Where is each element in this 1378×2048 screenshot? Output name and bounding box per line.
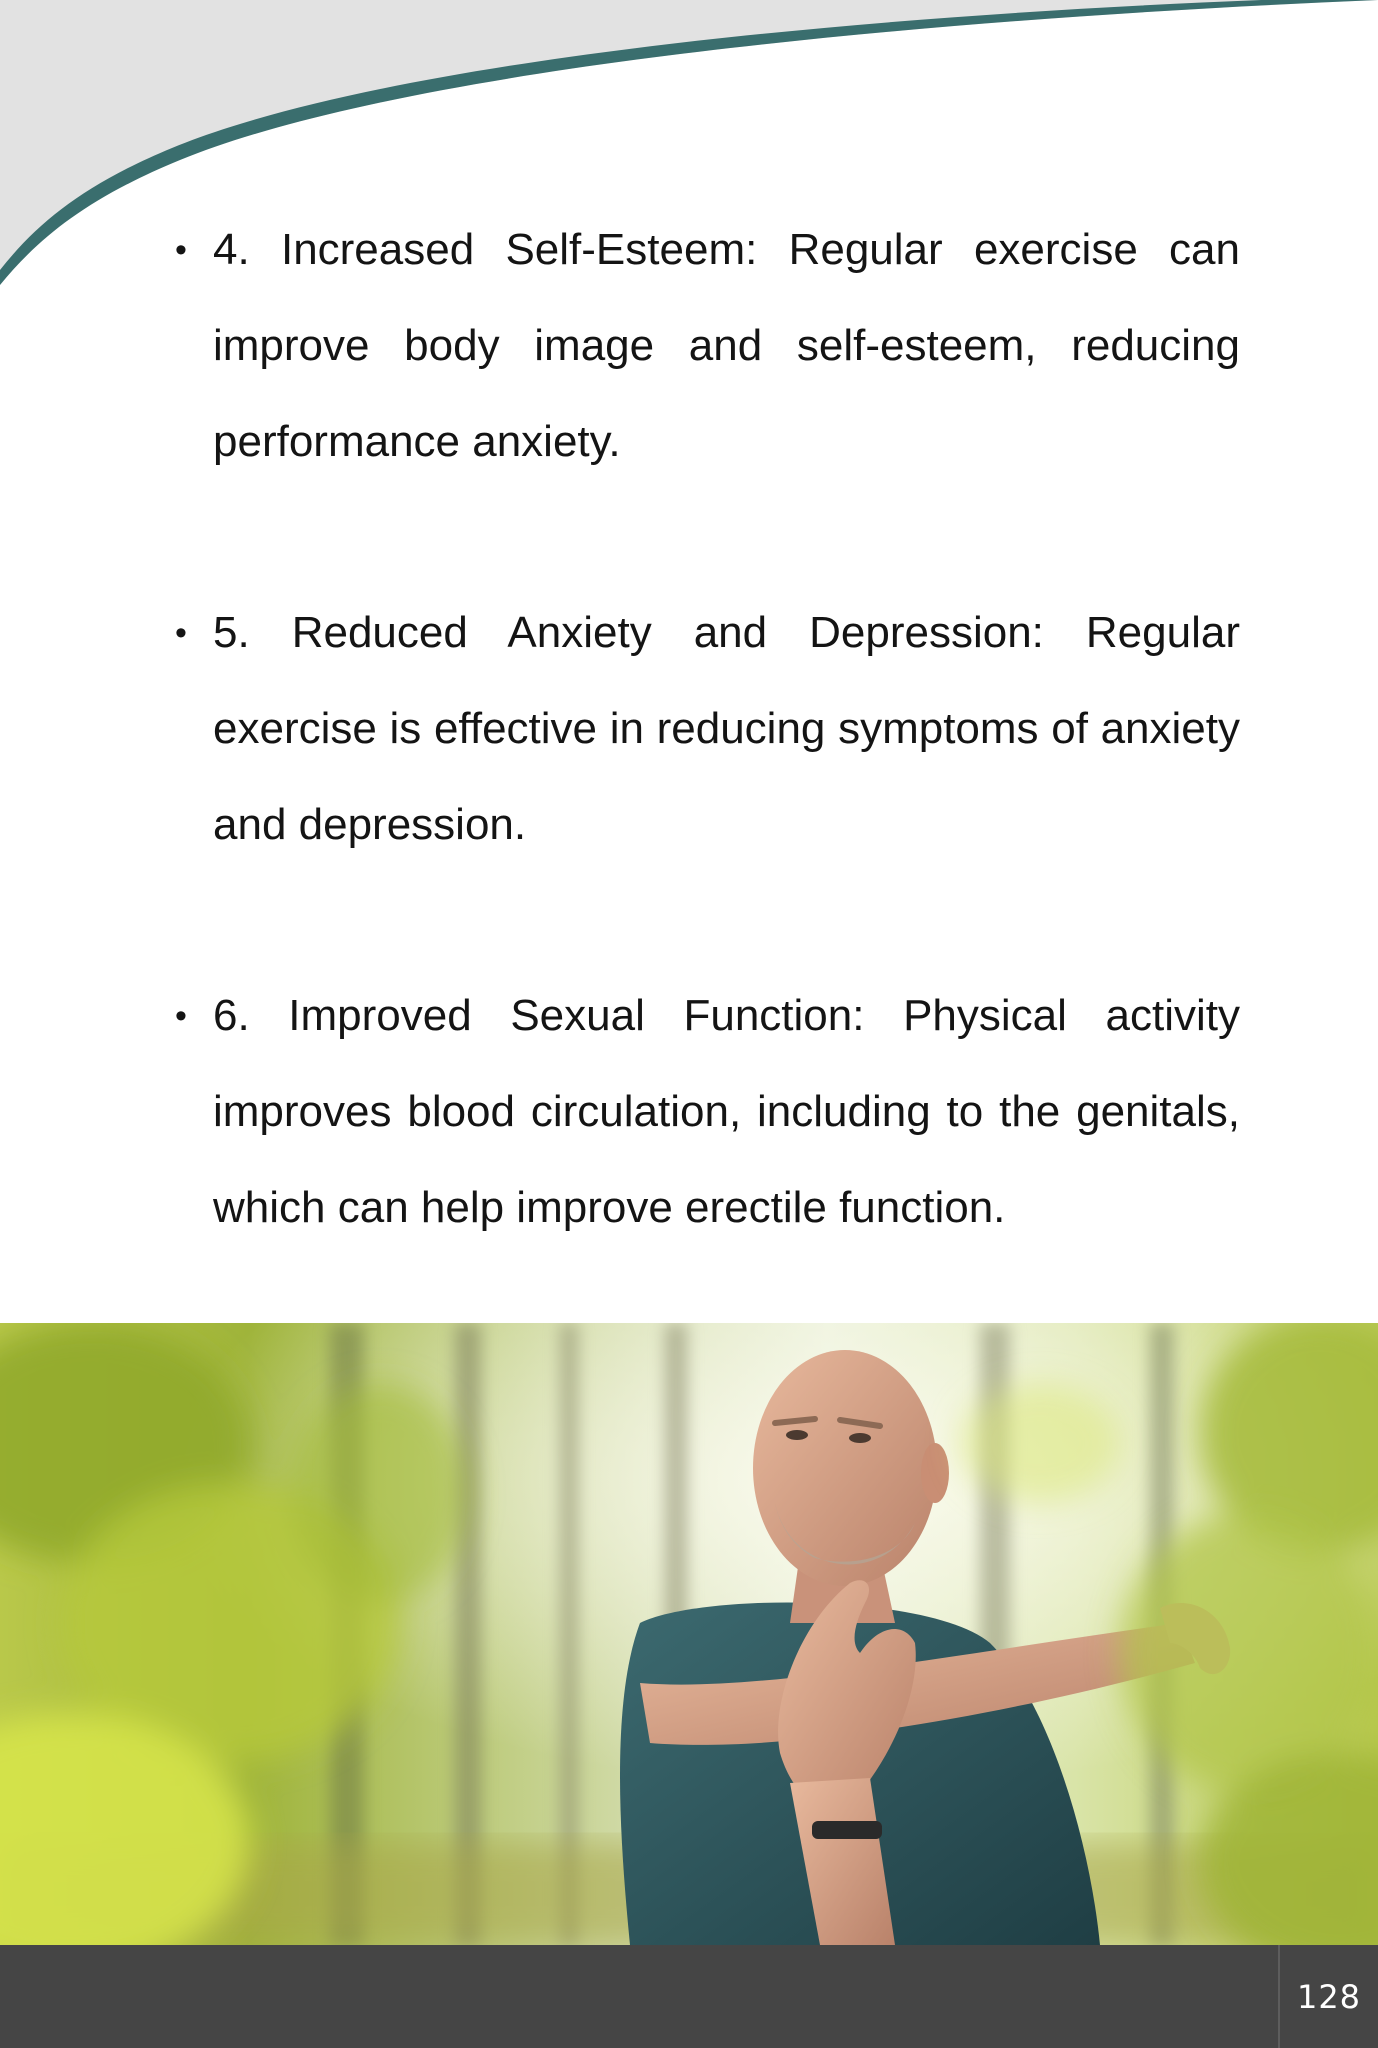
list-item: • 6. Improved Sexual Function: Physical activity improves blood circulation, including to the genitals, which can help improve erectile function. <box>175 968 1240 1256</box>
list-item: • 4. Increased Self-Esteem: Regular exercise can improve body image and self-esteem, reducing performance anxiety. <box>175 202 1240 490</box>
photo-illustration <box>0 1323 1378 1945</box>
benefits-list <box>175 202 1240 1351</box>
page-footer <box>0 1945 1378 2048</box>
page-number-box <box>1278 1945 1378 2048</box>
page-number: 128 <box>1296 1977 1362 2016</box>
list-item: • 5. Reduced Anxiety and Depression: Regular exercise is effective in reducing symptoms of anxiety and depression. <box>175 585 1240 873</box>
exercise-photo <box>0 1323 1378 1945</box>
